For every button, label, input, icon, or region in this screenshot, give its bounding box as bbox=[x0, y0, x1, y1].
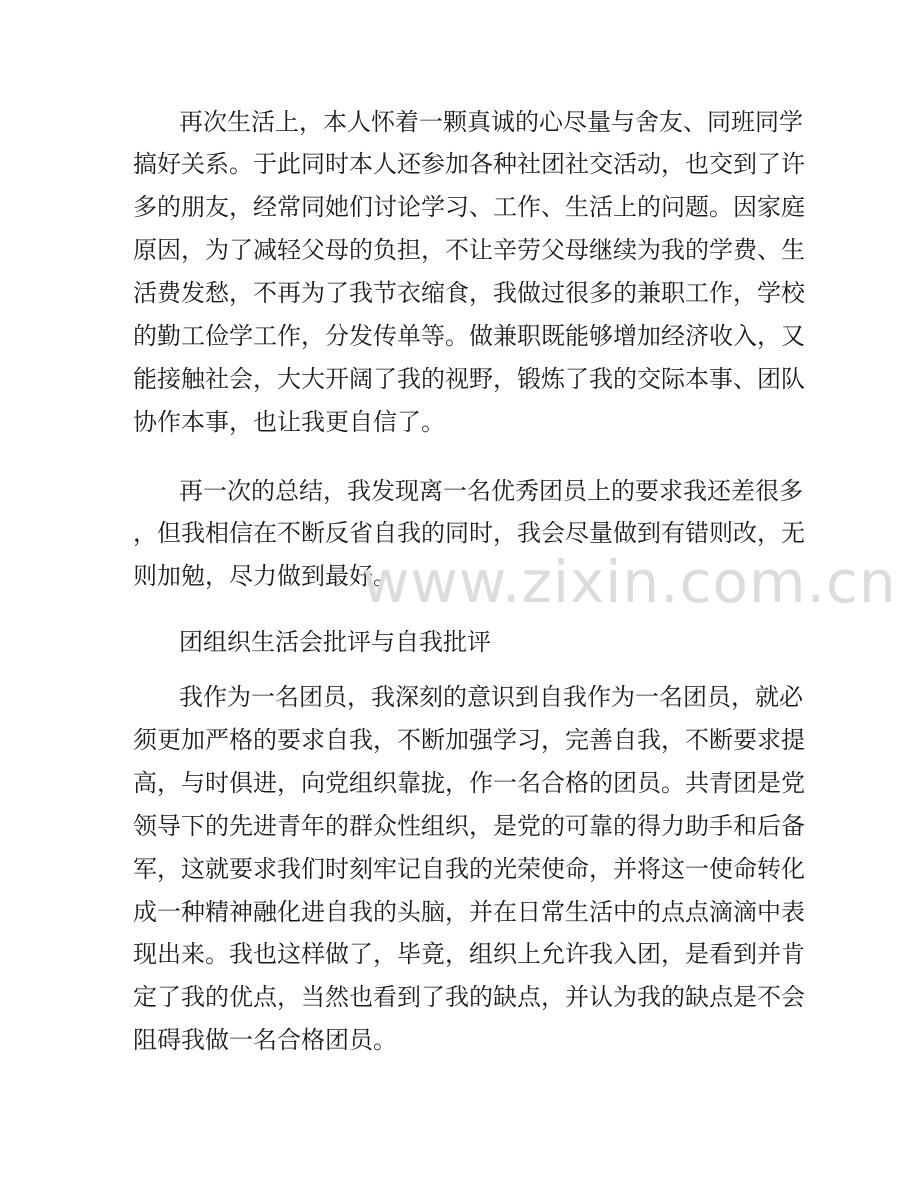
paragraph-1-line-5: 活费发愁，不再为了我节衣缩食，我做过很多的兼职工作，学校 bbox=[133, 279, 805, 307]
paragraph-2-line-3: 则加勉，尽力做到最好。 bbox=[133, 562, 397, 590]
paragraph-1-line-2: 搞好关系。于此同时本人还参加各种社团社交活动，也交到了许 bbox=[133, 150, 805, 178]
paragraph-3-line-4: 领导下的先进青年的群众性组织，是党的可靠的得力助手和后备 bbox=[133, 812, 805, 840]
paragraph-3-line-7: 现出来。我也这样做了，毕竟，组织上允许我入团，是看到并肯 bbox=[133, 940, 805, 968]
paragraph-1-line-6: 的勤工俭学工作，分发传单等。做兼职既能够增加经济收入，又 bbox=[133, 322, 805, 350]
paragraph-1-line-8: 协作本事，也让我更自信了。 bbox=[133, 408, 445, 436]
paragraph-1-line-1: 再次生活上，本人怀着一颗真诚的心尽量与舍友、同班同学 bbox=[179, 108, 803, 136]
paragraph-1-line-3: 多的朋友，经常同她们讨论学习、工作、生活上的问题。因家庭 bbox=[133, 193, 805, 221]
section-heading: 团组织生活会批评与自我批评 bbox=[179, 628, 491, 656]
paragraph-3-line-2: 须更加严格的要求自我，不断加强学习，完善自我，不断要求提 bbox=[133, 726, 805, 754]
paragraph-3-line-8: 定了我的优点，当然也看到了我的缺点，并认为我的缺点是不会 bbox=[133, 983, 805, 1011]
paragraph-3-line-1: 我作为一名团员，我深刻的意识到自我作为一名团员，就必 bbox=[179, 683, 803, 711]
paragraph-2-line-1: 再一次的总结，我发现离一名优秀团员上的要求我还差很多 bbox=[179, 477, 803, 505]
paragraph-3-line-5: 军，这就要求我们时刻牢记自我的光荣使命，并将这一使命转化 bbox=[133, 855, 805, 883]
paragraph-1-line-7: 能接触社会，大大开阔了我的视野，锻炼了我的交际本事、团队 bbox=[133, 365, 805, 393]
paragraph-1-line-4: 原因，为了减轻父母的负担，不让辛劳父母继续为我的学费、生 bbox=[133, 236, 805, 264]
paragraph-2-line-2: ，但我相信在不断反省自我的同时，我会尽量做到有错则改，无 bbox=[133, 519, 805, 547]
paragraph-3-line-9: 阻碍我做一名合格团员。 bbox=[133, 1026, 397, 1054]
paragraph-3-line-6: 成一种精神融化进自我的头脑，并在日常生活中的点点滴滴中表 bbox=[133, 898, 805, 926]
paragraph-3-line-3: 高，与时俱进，向党组织靠拢，作一名合格的团员。共青团是党 bbox=[133, 769, 805, 797]
watermark: www.zixin.com.cn bbox=[362, 548, 897, 616]
